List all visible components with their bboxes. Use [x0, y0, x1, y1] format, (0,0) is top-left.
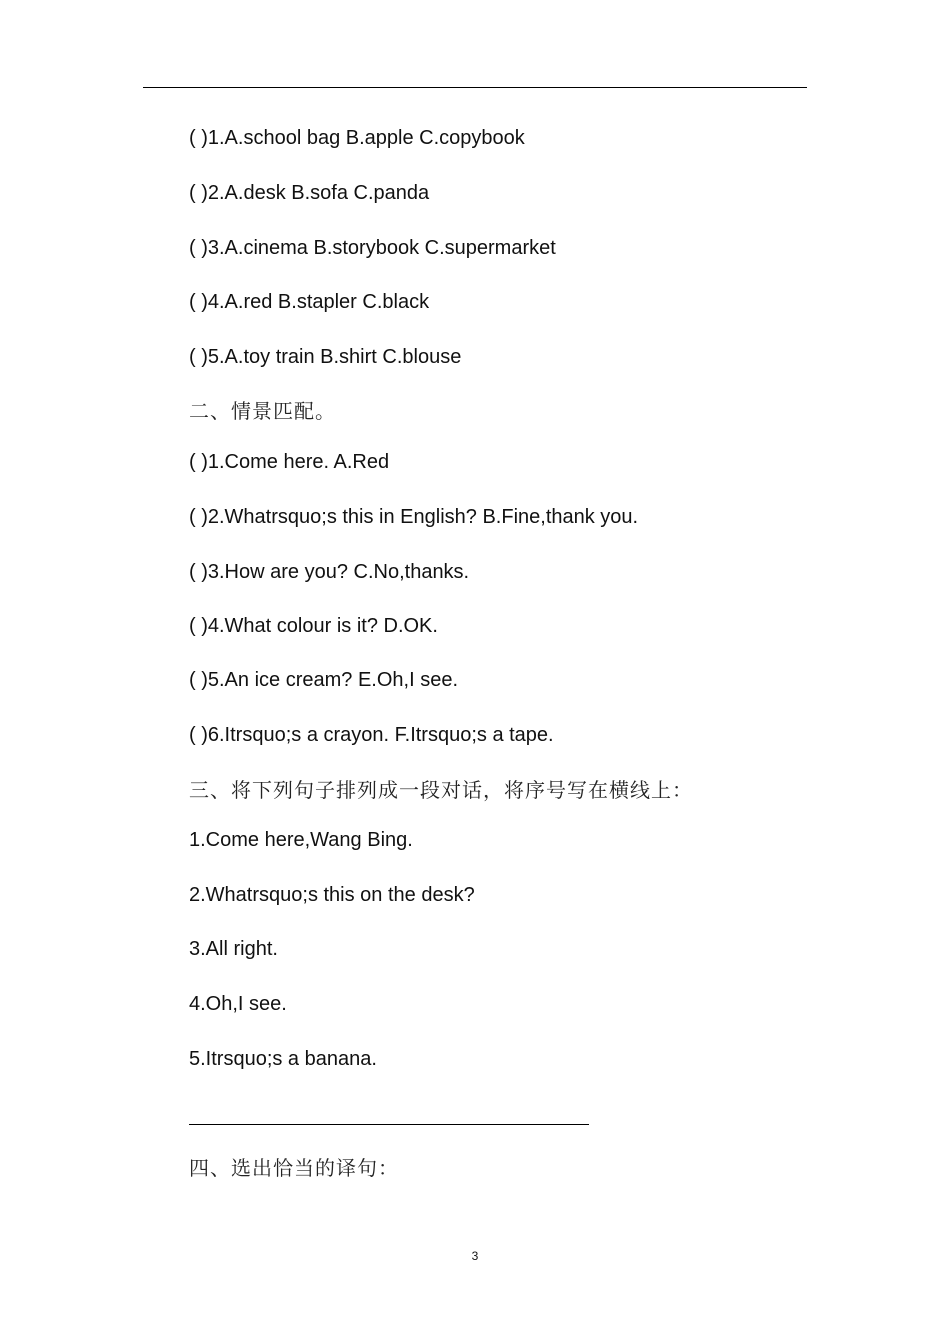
- section3-heading: 三、将下列句子排列成一段对话，将序号写在横线上：: [189, 778, 693, 802]
- section2-item-5: ( )5.An ice cream? E.Oh,I see.: [189, 669, 458, 691]
- section3-item-1: 1.Come here,Wang Bing.: [189, 829, 413, 851]
- section3-item-2: 2.Whatrsquo;s this on the desk?: [189, 884, 475, 906]
- section3-item-4: 4.Oh,I see.: [189, 993, 287, 1015]
- section2-item-6: ( )6.Itrsquo;s a crayon. F.Itrsquo;s a tape.: [189, 724, 554, 746]
- section1-item-3: ( )3.A.cinema B.storybook C.supermarket: [189, 237, 556, 259]
- section1-item-5: ( )5.A.toy train B.shirt C.blouse: [189, 346, 462, 368]
- section3-item-5: 5.Itrsquo;s a banana.: [189, 1048, 377, 1070]
- section1-item-2: ( )2.A.desk B.sofa C.panda: [189, 182, 430, 204]
- section4-heading: 四、选出恰当的译句：: [189, 1156, 399, 1180]
- answer-blank-line: [189, 1124, 589, 1125]
- section1-item-4: ( )4.A.red B.stapler C.black: [189, 291, 430, 313]
- section1-item-1: ( )1.A.school bag B.apple C.copybook: [189, 127, 525, 149]
- section2-item-4: ( )4.What colour is it? D.OK.: [189, 615, 438, 637]
- header-rule: [143, 87, 807, 88]
- section2-item-1: ( )1.Come here. A.Red: [189, 451, 390, 473]
- section2-item-2: ( )2.Whatrsquo;s this in English? B.Fine,thank you.: [189, 506, 639, 528]
- page-number: 3: [471, 1249, 479, 1263]
- section2-item-3: ( )3.How are you? C.No,thanks.: [189, 561, 470, 583]
- section2-heading: 二、情景匹配。: [189, 399, 336, 423]
- section3-item-3: 3.All right.: [189, 938, 278, 960]
